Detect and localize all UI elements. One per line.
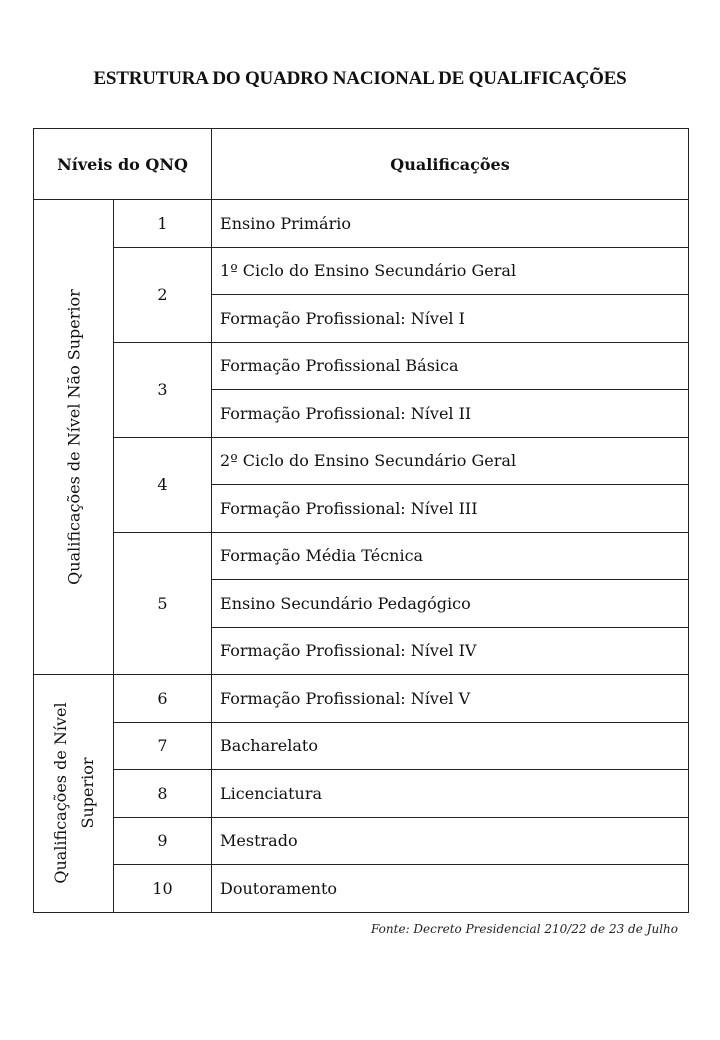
qualification-cell: Formação Profissional: Nível I [212,295,689,343]
table-row [34,247,689,295]
table-row [34,770,689,818]
level-cell: 2 [114,247,212,342]
group-non-higher [34,200,114,675]
level-cell: 7 [114,722,212,770]
qualification-cell: Ensino Secundário Pedagógico [212,580,689,628]
qnq-table [33,128,689,913]
qualification-cell: Doutoramento [212,865,689,913]
qualification-cell: Formação Profissional: Nível III [212,485,689,533]
qualification-cell: Formação Profissional: Nível V [212,675,689,723]
level-cell: 5 [114,532,212,675]
qualification-cell: Bacharelato [212,722,689,770]
level-cell: 3 [114,342,212,437]
group-label-non-higher: Qualificações de Nível Não Superior [64,289,83,585]
group-label-higher: Qualificações de Nível Superior [50,702,97,884]
table-row [34,437,689,485]
qualification-cell: Formação Média Técnica [212,532,689,580]
header-levels: Níveis do QNQ [34,129,212,200]
level-cell: 10 [114,865,212,913]
level-cell: 6 [114,675,212,723]
document-title: ESTRUTURA DO QUADRO NACIONAL DE QUALIFICAÇÕES [93,68,627,89]
qualification-cell: Ensino Primário [212,200,689,248]
qualification-cell: 1º Ciclo do Ensino Secundário Geral [212,247,689,295]
table-row [34,200,689,248]
group-higher [34,675,114,913]
header-qualifications: Qualificações [212,129,689,200]
qualification-cell: Formação Profissional: Nível II [212,390,689,438]
table-row [34,675,689,723]
table-row [34,817,689,865]
level-cell: 8 [114,770,212,818]
source-note: Fonte: Decreto Presidencial 210/22 de 23 de Julho [371,922,678,936]
qualification-cell: Licenciatura [212,770,689,818]
level-cell: 9 [114,817,212,865]
level-cell: 4 [114,437,212,532]
table-header-row [34,129,689,200]
table-row [34,865,689,913]
qualification-cell: Formação Profissional Básica [212,342,689,390]
table-row [34,342,689,390]
table-row [34,722,689,770]
qualification-cell: Mestrado [212,817,689,865]
qualification-cell: Formação Profissional: Nível IV [212,627,689,675]
qualification-cell: 2º Ciclo do Ensino Secundário Geral [212,437,689,485]
level-cell: 1 [114,200,212,248]
table-row [34,532,689,580]
